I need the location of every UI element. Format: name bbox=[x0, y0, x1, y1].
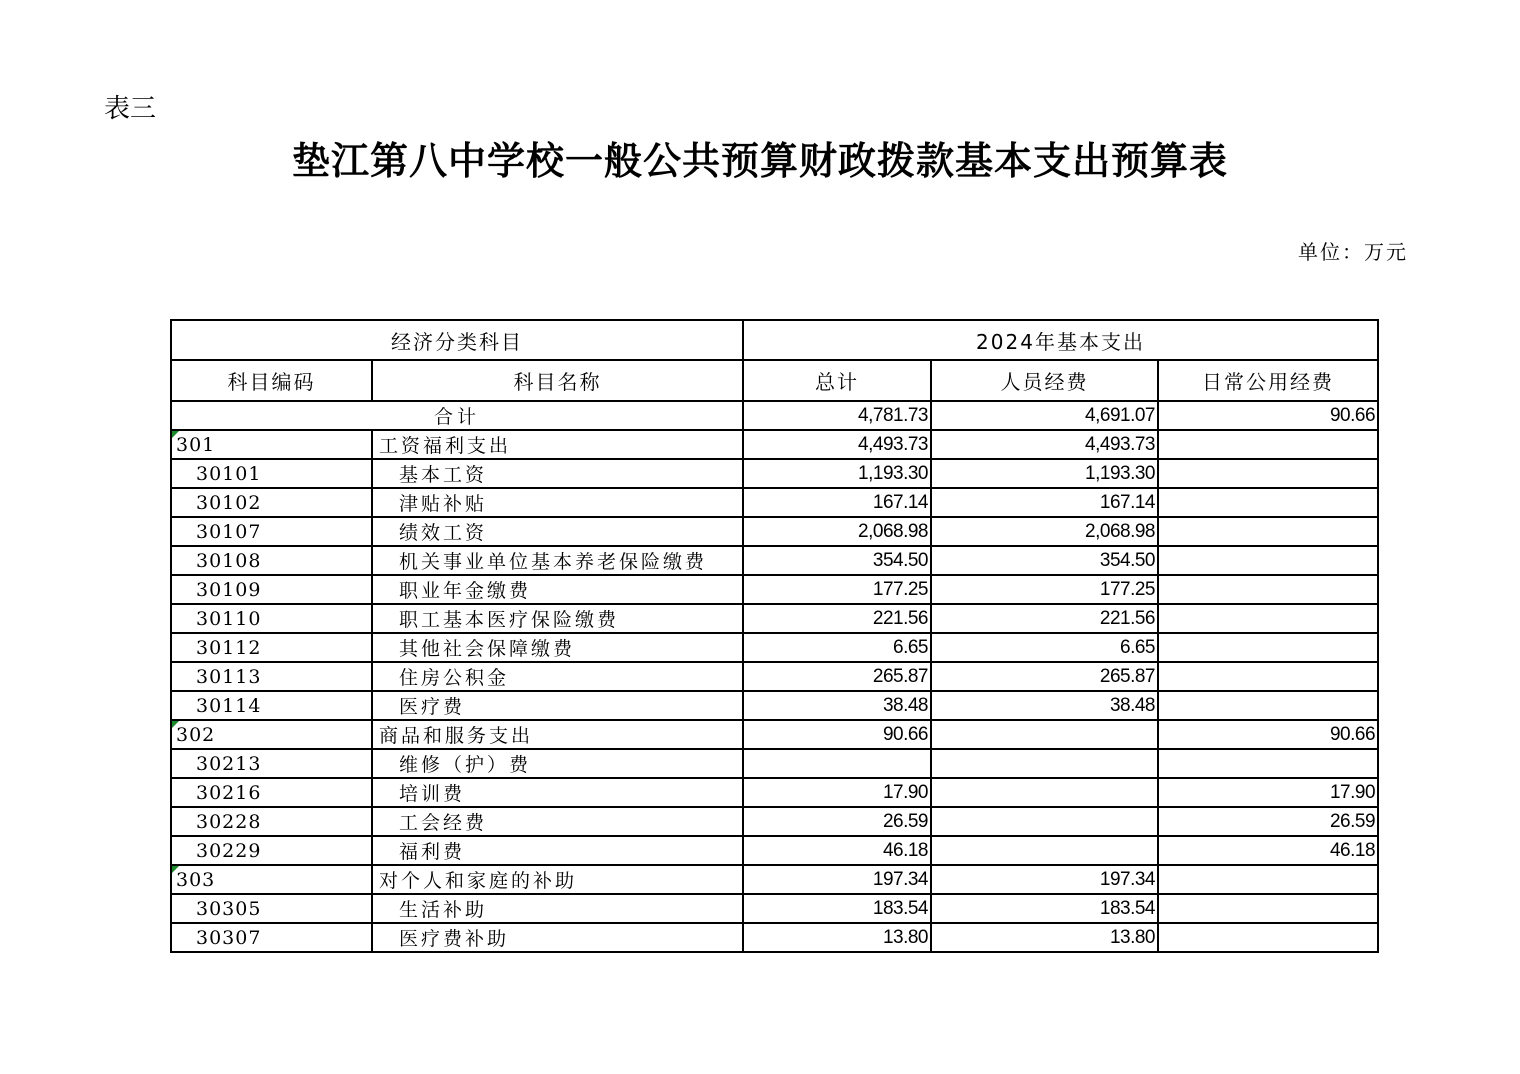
column-header-name: 科目名称 bbox=[372, 360, 743, 401]
cell-public bbox=[1158, 720, 1378, 749]
cell-personnel bbox=[931, 807, 1158, 836]
cell-total bbox=[743, 894, 931, 923]
cell-name-text: 生活补助 bbox=[399, 899, 488, 921]
cell-code bbox=[171, 488, 372, 517]
table-row bbox=[171, 633, 1378, 662]
cell-code-text: 303 bbox=[176, 868, 216, 891]
cell-code-text: 30305 bbox=[196, 897, 262, 920]
table-row bbox=[171, 749, 1378, 778]
cell-total bbox=[743, 459, 931, 488]
cell-public bbox=[1158, 807, 1378, 836]
cell-name-text: 维修（护）费 bbox=[399, 754, 532, 776]
cell-code-text: 302 bbox=[176, 723, 216, 746]
table-row bbox=[171, 691, 1378, 720]
cell-code-text: 30109 bbox=[196, 578, 262, 601]
table-row bbox=[171, 604, 1378, 633]
cell-code bbox=[171, 459, 372, 488]
cell-name bbox=[372, 546, 743, 575]
table-row bbox=[171, 865, 1378, 894]
cell-name bbox=[372, 575, 743, 604]
cell-name-text: 津贴补贴 bbox=[399, 493, 488, 515]
cell-code-text: 30110 bbox=[196, 607, 262, 630]
cell-total-text: 265.87 bbox=[872, 665, 928, 687]
cell-marker-icon bbox=[172, 721, 179, 728]
cell-total bbox=[743, 836, 931, 865]
cell-total bbox=[743, 430, 931, 459]
cell-public bbox=[1158, 575, 1378, 604]
cell-code bbox=[171, 546, 372, 575]
cell-public bbox=[1158, 546, 1378, 575]
cell-name bbox=[372, 662, 743, 691]
cell-total-text: 26.59 bbox=[882, 810, 928, 832]
cell-code-text: 30108 bbox=[196, 549, 262, 572]
column-header-public: 日常公用经费 bbox=[1158, 360, 1378, 401]
cell-personnel bbox=[931, 575, 1158, 604]
cell-personnel bbox=[931, 923, 1158, 952]
cell-personnel bbox=[931, 720, 1158, 749]
cell-total bbox=[743, 865, 931, 894]
table-row bbox=[171, 720, 1378, 749]
cell-total bbox=[743, 720, 931, 749]
total-cell-public: 90.66 bbox=[1158, 401, 1378, 430]
cell-total bbox=[743, 662, 931, 691]
cell-total-text: 90.66 bbox=[882, 723, 928, 745]
table-row bbox=[171, 923, 1378, 952]
cell-code-text: 30114 bbox=[196, 694, 262, 717]
column-header-personnel: 人员经费 bbox=[931, 360, 1158, 401]
cell-name bbox=[372, 778, 743, 807]
cell-total-text: 354.50 bbox=[872, 549, 928, 571]
cell-personnel-text: 221.56 bbox=[1099, 607, 1155, 629]
cell-personnel-text: 6.65 bbox=[1120, 636, 1155, 658]
cell-code-text: 30307 bbox=[196, 926, 262, 949]
total-cell-total: 4,781.73 bbox=[743, 401, 931, 430]
cell-public bbox=[1158, 749, 1378, 778]
cell-total-text: 167.14 bbox=[872, 491, 928, 513]
cell-public bbox=[1158, 633, 1378, 662]
cell-name bbox=[372, 807, 743, 836]
cell-name-text: 商品和服务支出 bbox=[379, 725, 534, 747]
cell-personnel-text: 167.14 bbox=[1099, 491, 1155, 513]
cell-code bbox=[171, 836, 372, 865]
cell-total-text: 6.65 bbox=[893, 636, 928, 658]
cell-public bbox=[1158, 488, 1378, 517]
cell-public bbox=[1158, 836, 1378, 865]
cell-personnel-text: 13.80 bbox=[1109, 926, 1155, 948]
cell-total bbox=[743, 488, 931, 517]
cell-personnel bbox=[931, 488, 1158, 517]
cell-name bbox=[372, 459, 743, 488]
cell-name-text: 工会经费 bbox=[399, 812, 488, 834]
table-row bbox=[171, 894, 1378, 923]
cell-personnel bbox=[931, 604, 1158, 633]
cell-public bbox=[1158, 778, 1378, 807]
table-row bbox=[171, 807, 1378, 836]
cell-public bbox=[1158, 894, 1378, 923]
cell-personnel-text: 183.54 bbox=[1099, 897, 1155, 919]
cell-public bbox=[1158, 604, 1378, 633]
cell-public bbox=[1158, 865, 1378, 894]
cell-personnel-text: 1,193.30 bbox=[1085, 462, 1155, 484]
cell-total bbox=[743, 807, 931, 836]
cell-name bbox=[372, 865, 743, 894]
cell-total-text: 177.25 bbox=[872, 578, 928, 600]
cell-personnel bbox=[931, 633, 1158, 662]
cell-personnel-text: 177.25 bbox=[1099, 578, 1155, 600]
cell-total bbox=[743, 923, 931, 952]
cell-personnel bbox=[931, 894, 1158, 923]
cell-name-text: 绩效工资 bbox=[399, 522, 488, 544]
cell-code-text: 30107 bbox=[196, 520, 262, 543]
cell-personnel bbox=[931, 546, 1158, 575]
cell-public bbox=[1158, 923, 1378, 952]
header-basic-expenditure-2024: 2024年基本支出 bbox=[743, 320, 1378, 360]
cell-total-text: 2,068.98 bbox=[858, 520, 928, 542]
cell-code bbox=[171, 575, 372, 604]
cell-total bbox=[743, 633, 931, 662]
cell-name-text: 对个人和家庭的补助 bbox=[379, 870, 578, 892]
cell-public bbox=[1158, 517, 1378, 546]
cell-name-text: 工资福利支出 bbox=[379, 435, 512, 457]
cell-total-text: 4,493.73 bbox=[858, 433, 928, 455]
cell-personnel bbox=[931, 865, 1158, 894]
cell-code bbox=[171, 778, 372, 807]
cell-personnel bbox=[931, 459, 1158, 488]
cell-code bbox=[171, 865, 372, 894]
cell-name bbox=[372, 894, 743, 923]
cell-code-text: 30112 bbox=[196, 636, 262, 659]
cell-personnel-text: 4,493.73 bbox=[1085, 433, 1155, 455]
total-label: 合计 bbox=[171, 401, 743, 430]
table-row bbox=[171, 836, 1378, 865]
cell-code bbox=[171, 807, 372, 836]
cell-total bbox=[743, 749, 931, 778]
cell-name bbox=[372, 430, 743, 459]
column-header-code: 科目编码 bbox=[171, 360, 372, 401]
cell-name bbox=[372, 604, 743, 633]
cell-name bbox=[372, 488, 743, 517]
header-group-row bbox=[171, 320, 1378, 360]
cell-code bbox=[171, 749, 372, 778]
cell-personnel-text: 354.50 bbox=[1099, 549, 1155, 571]
cell-marker-icon bbox=[172, 431, 179, 438]
cell-total-text: 17.90 bbox=[882, 781, 928, 803]
cell-total-text: 1,193.30 bbox=[858, 462, 928, 484]
cell-personnel bbox=[931, 778, 1158, 807]
cell-code bbox=[171, 604, 372, 633]
total-row bbox=[171, 401, 1378, 430]
cell-code bbox=[171, 517, 372, 546]
table-row bbox=[171, 488, 1378, 517]
cell-personnel bbox=[931, 749, 1158, 778]
cell-name-text: 培训费 bbox=[399, 783, 466, 805]
cell-code bbox=[171, 430, 372, 459]
cell-total-text: 221.56 bbox=[872, 607, 928, 629]
cell-public bbox=[1158, 430, 1378, 459]
cell-code-text: 30102 bbox=[196, 491, 262, 514]
cell-name bbox=[372, 517, 743, 546]
cell-code-text: 30213 bbox=[196, 752, 262, 775]
total-cell-personnel: 4,691.07 bbox=[931, 401, 1158, 430]
cell-public-text: 90.66 bbox=[1329, 723, 1376, 745]
cell-code-text: 30113 bbox=[196, 665, 262, 688]
cell-name-text: 职业年金缴费 bbox=[399, 580, 532, 602]
cell-code-text: 30229 bbox=[196, 839, 262, 862]
table-row bbox=[171, 546, 1378, 575]
cell-personnel bbox=[931, 691, 1158, 720]
cell-name-text: 基本工资 bbox=[399, 464, 488, 486]
cell-code-text: 30228 bbox=[196, 810, 262, 833]
cell-name bbox=[372, 633, 743, 662]
budget-table bbox=[170, 319, 1379, 953]
cell-name-text: 其他社会保障缴费 bbox=[399, 638, 576, 660]
cell-total-text: 197.34 bbox=[872, 868, 928, 890]
cell-total bbox=[743, 604, 931, 633]
column-header-total: 总计 bbox=[743, 360, 931, 401]
cell-code-text: 30101 bbox=[196, 462, 262, 485]
cell-name-text: 职工基本医疗保险缴费 bbox=[399, 609, 620, 631]
cell-name bbox=[372, 749, 743, 778]
cell-name bbox=[372, 923, 743, 952]
cell-name-text: 医疗费补助 bbox=[399, 928, 510, 950]
cell-code bbox=[171, 923, 372, 952]
cell-code bbox=[171, 633, 372, 662]
cell-personnel bbox=[931, 517, 1158, 546]
cell-name-text: 医疗费 bbox=[399, 696, 466, 718]
cell-name-text: 住房公积金 bbox=[399, 667, 510, 689]
table-row bbox=[171, 575, 1378, 604]
cell-total bbox=[743, 575, 931, 604]
cell-personnel bbox=[931, 662, 1158, 691]
cell-public bbox=[1158, 459, 1378, 488]
cell-personnel-text: 265.87 bbox=[1099, 665, 1155, 687]
table-row bbox=[171, 662, 1378, 691]
cell-name bbox=[372, 836, 743, 865]
cell-public-text: 46.18 bbox=[1329, 839, 1376, 861]
cell-total-text: 38.48 bbox=[882, 694, 928, 716]
table-row bbox=[171, 459, 1378, 488]
header-economic-classification: 经济分类科目 bbox=[171, 320, 743, 360]
cell-total bbox=[743, 778, 931, 807]
cell-total bbox=[743, 691, 931, 720]
table-row bbox=[171, 778, 1378, 807]
cell-total-text: 13.80 bbox=[882, 926, 928, 948]
cell-personnel bbox=[931, 430, 1158, 459]
cell-code bbox=[171, 662, 372, 691]
page-title: 垫江第八中学校一般公共预算财政拨款基本支出预算表 bbox=[291, 138, 1228, 183]
table-label: 表三 bbox=[104, 94, 157, 124]
cell-public bbox=[1158, 691, 1378, 720]
header-columns-row bbox=[171, 360, 1378, 401]
cell-name bbox=[372, 691, 743, 720]
cell-personnel-text: 2,068.98 bbox=[1085, 520, 1155, 542]
cell-total-text: 183.54 bbox=[872, 897, 928, 919]
cell-total bbox=[743, 546, 931, 575]
cell-name bbox=[372, 720, 743, 749]
cell-code-text: 301 bbox=[176, 433, 216, 456]
cell-public-text: 26.59 bbox=[1329, 810, 1376, 832]
cell-marker-icon bbox=[172, 866, 179, 873]
cell-code bbox=[171, 894, 372, 923]
table-row bbox=[171, 430, 1378, 459]
cell-total bbox=[743, 517, 931, 546]
cell-public-text: 17.90 bbox=[1329, 781, 1376, 803]
cell-personnel-text: 197.34 bbox=[1099, 868, 1155, 890]
cell-personnel bbox=[931, 836, 1158, 865]
cell-total-text: 46.18 bbox=[882, 839, 928, 861]
cell-name-text: 福利费 bbox=[399, 841, 466, 863]
table-row bbox=[171, 517, 1378, 546]
cell-code bbox=[171, 691, 372, 720]
cell-code bbox=[171, 720, 372, 749]
cell-personnel-text: 38.48 bbox=[1109, 694, 1155, 716]
unit-label: 单位：万元 bbox=[1298, 240, 1408, 264]
cell-public bbox=[1158, 662, 1378, 691]
cell-code-text: 30216 bbox=[196, 781, 262, 804]
cell-name-text: 机关事业单位基本养老保险缴费 bbox=[399, 551, 708, 573]
